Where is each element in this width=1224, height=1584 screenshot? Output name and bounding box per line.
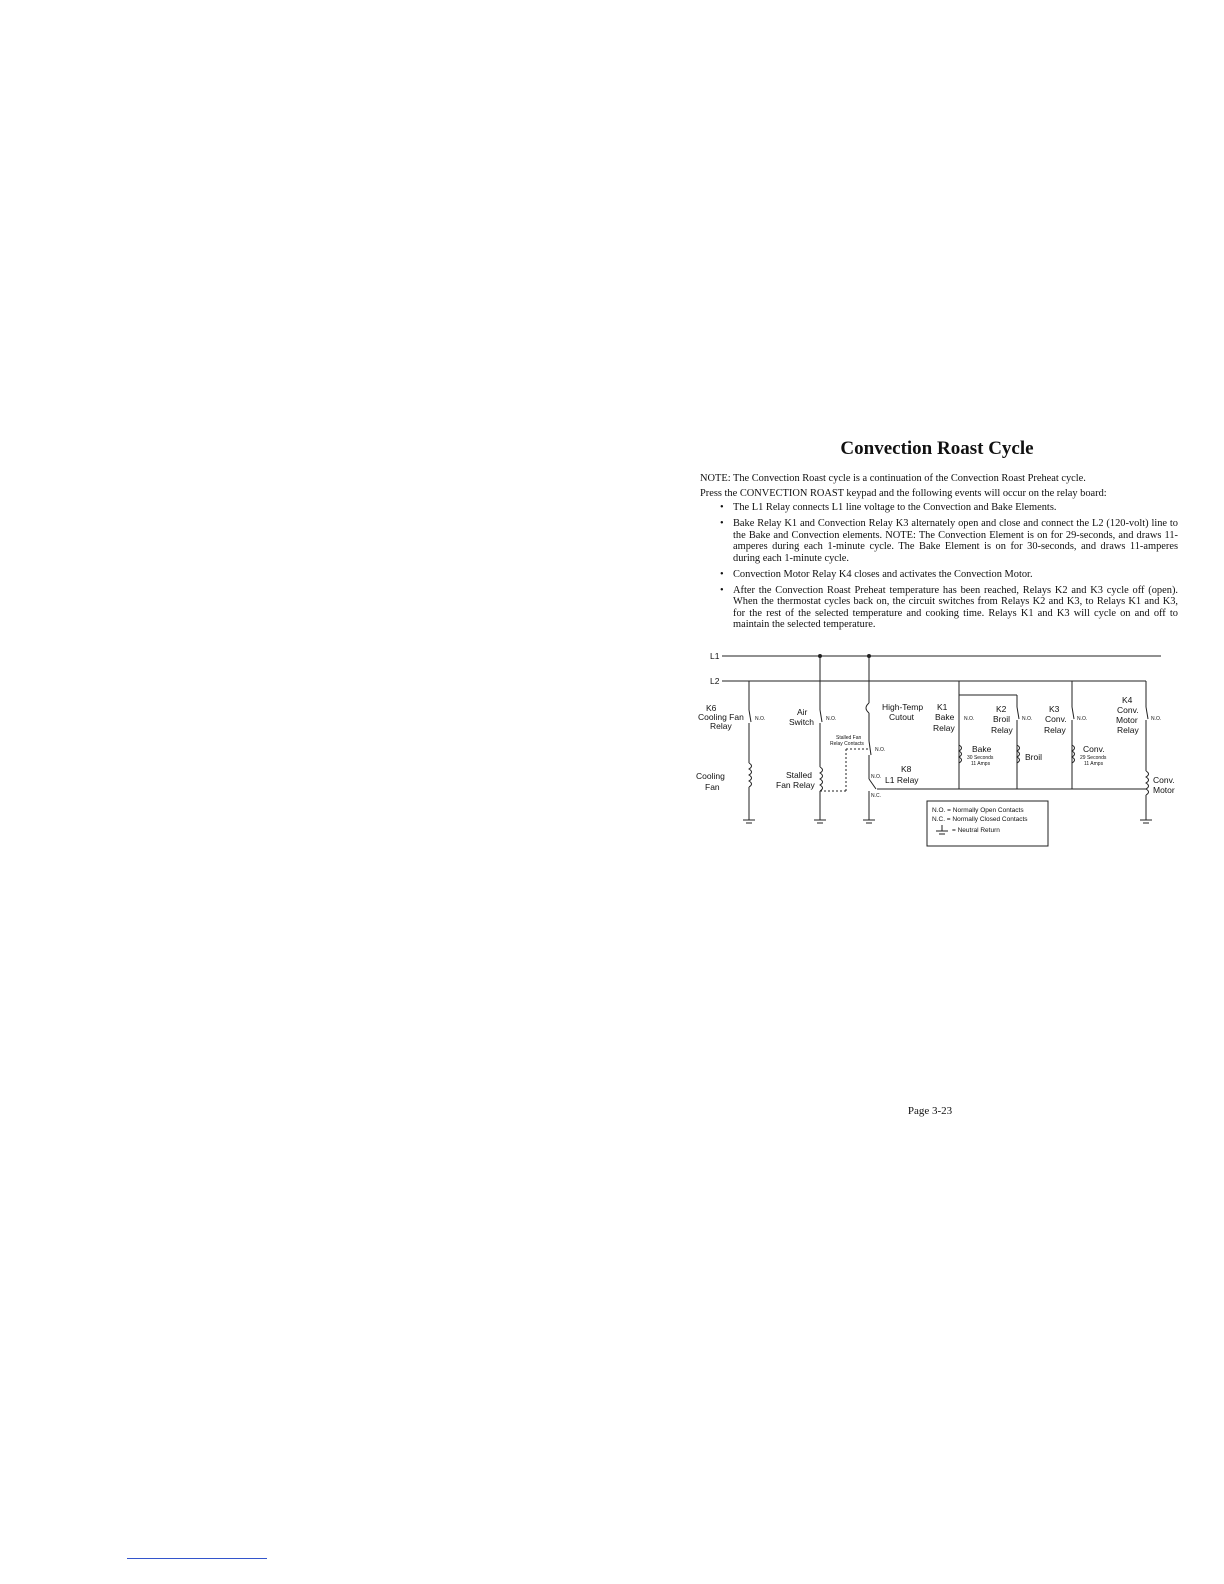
air-no-label: N.O. [826,716,837,722]
air-switch-label: Air [797,707,808,717]
k8-label: L1 Relay [885,775,919,785]
legend-nc: N.C. = Normally Closed Contacts [932,816,1028,823]
k4-label: K4 [1122,695,1133,705]
bake-amps-label: 11 Amps [971,761,991,767]
conv-motor-label: Conv. [1153,775,1175,785]
page-number: Page 3-23 [907,1105,953,1117]
k8-no-label: N.O. [871,774,882,780]
bake-time-label: 30 Seconds [967,755,994,761]
l1-label: L1 [710,651,720,661]
k2-label: Broil [993,714,1011,724]
page-title: Convection Roast Cycle [840,438,1034,459]
k6-label: K6 [706,703,717,713]
k1-label: K1 [937,702,948,712]
l2-label: L2 [710,676,720,686]
k8-label: K8 [901,764,912,774]
k4-label: Conv. [1117,705,1139,715]
list-item: • Bake Relay K1 and Convection Relay K3 alternately open and close and connect the L2 (120-volt) line to the Bake and Convection elements. NOTE: The Convection Element is on for 29-seconds, and draws 11-amperes during each 1-minute cycle. The Bake Element is on for 30-seconds, and draws 11-amperes during each 1-minute cycle. [718,518,1178,564]
high-temp-label: High-Temp [882,702,924,712]
conv-motor-label: Motor [1153,785,1175,795]
air-switch-label: Switch [789,717,815,727]
note-text: NOTE: The Convection Roast cycle is a continuation of the Convection Roast Preheat cycle. [700,473,1086,484]
list-item: • Convection Motor Relay K4 closes and activates the Convection Motor. [718,569,1178,581]
broil-element-label: Broil [1025,752,1043,762]
k4-label: Relay [1117,725,1139,735]
k6-no-label: N.O. [755,716,766,722]
k3-label: K3 [1049,704,1060,714]
legend-ground: = Neutral Return [952,827,1000,834]
stalled-fan-relay-label: Fan Relay [776,780,815,790]
relay-wiring-diagram [696,645,1175,855]
bake-element-label: Bake [972,744,992,754]
cooling-fan-label: Cooling [696,771,725,781]
k4-no-label: N.O. [1151,716,1162,722]
stalled-fan-relay-label: Stalled [786,770,812,780]
k2-label: Relay [991,725,1013,735]
conv-amps-label: 11 Amps [1084,761,1104,767]
intro-text: Press the CONVECTION ROAST keypad and the following events will occur on the relay board: [700,488,1107,499]
k6-label: Relay [710,721,732,731]
k2-label: K2 [996,704,1007,714]
k3-no-label: N.O. [1077,716,1088,722]
conv-element-label: Conv. [1083,744,1105,754]
k8-nc-label: N.C. [871,793,881,799]
legend-no: N.O. = Normally Open Contacts [932,807,1024,814]
k3-label: Conv. [1045,714,1067,724]
conv-time-label: 29 Seconds [1080,755,1107,761]
stalled-contacts-label: Stalled Fan [836,735,862,741]
stalled-contacts-no-label: N.O. [875,747,886,753]
event-list [718,502,1178,635]
high-temp-label: Cutout [889,712,915,722]
list-item: • After the Convection Roast Preheat temperature has been reached, Relays K2 and K3 cycle off (open). When the thermostat cycles back on, the circuit switches from Relays K2 and K3, to Relays K1 and K3, for the rest of the selected temperature and cooking time. Relays K1 and K3 will cycle on and off to maintain the selected temperature. [718,585,1178,631]
stalled-contacts-label: Relay Contacts [830,741,864,747]
k6-label: Cooling Fan [698,712,744,722]
k2-no-label: N.O. [1022,716,1033,722]
cooling-fan-label: Fan [705,782,720,792]
k4-label: Motor [1116,715,1138,725]
k1-label: Bake [935,712,955,722]
k3-label: Relay [1044,725,1066,735]
k1-label: Relay [933,723,955,733]
footer-rule [127,1558,267,1559]
list-item: • The L1 Relay connects L1 line voltage to the Convection and Bake Elements. [718,502,1178,514]
k1-no-label: N.O. [964,716,975,722]
